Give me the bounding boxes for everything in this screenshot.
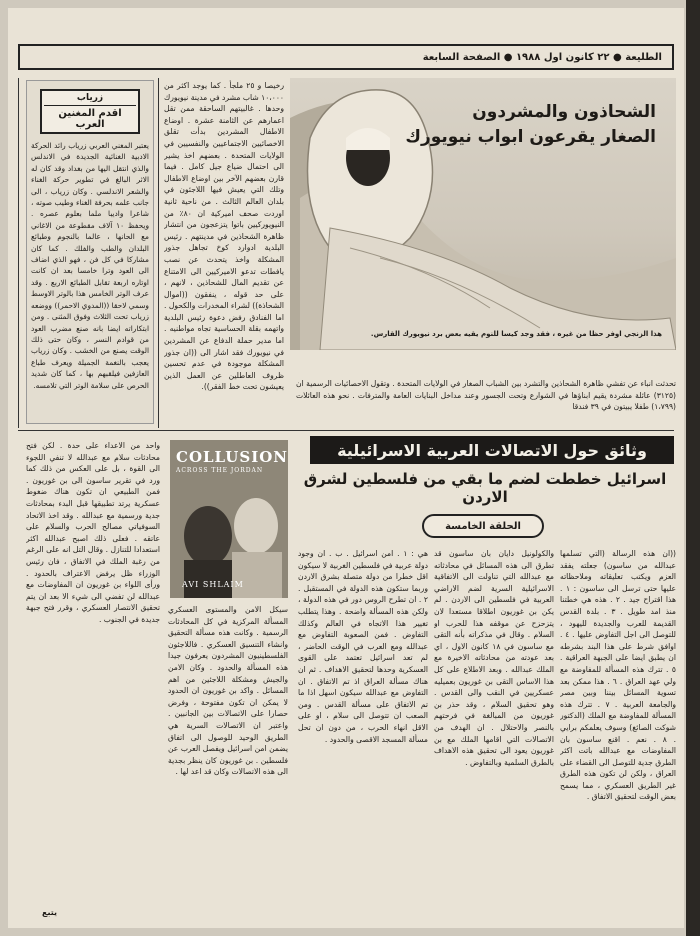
documents-column-4: سيكل الامن والمستوى العسكري المسألة المركزية في كل المحادثات الرسمية . وكانت هذه مسألة التحقيق وانشاء التنسيق العسكري . فاللاجئون الفلسطينيون المشردون يعرفون جيدا هذه المسألة والحدود . وكان الامن والجيش ومشكلة اللاجئين من اهم المسائل . واكد بن غوريون ان الحدود لا يمكن ان تكون مفتوحة ، وفرض حصارا على الاتصالات بين الجانبين . واعتبر ان الاتصالات السرية هي الطريق الوحيد للوصول الى اتفاق يضمن امن اسرائيل ويفصل العرب عن فلسطين . بن غوريون كان ينظر بجدية الى هذه الاتصالات وكان قد اعد لها . [168,605,288,777]
feature-intro: تحدثت انباء عن تفشي ظاهرة الشحاذين والتشرد بين الشباب الصغار في الولايات المتحدة . وتقول الاحصائيات الرسمية ان (٣١٢٥) عائلة مشردة يقيم ابناؤها في الشوارع وتحت الجسور وعند مداخل البنايات العامة والمترفات . نحو هذه العائلات (١،٧٩٩) طفلا يبيتون في ٣٩ فندقا [296,379,676,411]
book-title-sub: ACROSS THE JORDAN [176,467,264,474]
section-divider [18,430,674,431]
sidebar-title: اقدم المغنين العرب [44,105,136,130]
sidebar-kicker: زرياب [76,93,104,103]
documents-column-3: هي : ١ . امن اسرائيل . ب . ان وجود دولة عربية في فلسطين الغربية لا سيكون اقل خطرا من دولة متصلة بشرق الاردن وربما ستكون هذه الدولة في المستقبل . ٢ . ان تطرح الروس دور في هذه الدولة ، ولكن هذه المسألة واضحة . وهذا يتطلب تغيير هذا الاتجاه في العالم وكذلك التفاوض . فمن الصعوبة التفاوض مع عبدالله ومع العرب في الوقت الحاضر ، لم تعد اسرائيل تعتمد على القوى العسكرية وحدها لتحقيق الاهداف . ثم ان هناك مسألة العراق اذ تم الاتفاق . ان التفاوض مع عبدالله سيكون اسهل اذا ما تم الاتفاق على مسألة القدس . ومن الصعب ان تتوصل الى سلام ، او على الاقل انهاء الحرب ، من دون ان تحل مسألة المسجد الاقصى والحدود . [298,549,428,744]
sidebar-text: يعتبر المغني العربي زرياب رائد الحركة الادبية الغنائية الجديدة في الاندلس والذي انتقل اليها من بغداد وقد كان له الاثر البالغ في تطوير حركة الغناء والشعر الاندلسي . وكان زرياب ، الى جانب علمه بحرفة الغناء وطيب صوته ، شاعرا واديبا ملما بعلوم عصره . ويحفظ ١٠ آلاف مقطوعة من الاغاني مع الحانها ، عالما بالنجوم وطبائع البلدان والطب والفلك . كما كان مشاركا في كل فن ، فهو الذي اضاف الى العود وترا خامسا بعد ان كانت اوتاره اربعة تقابل الطبائع الاربع . وقد عرف الوتر الخامس هذا بالوتر الاوسط وسمي لاحقا ((المدوي الاحمر)) ووضعه زرياب تحت الثلاث وفوق المثنى . ومن ابتكاراته ايضا بانه صنع مضرب العود من قوادم النسر ، وكان حتى ذلك الوقت يصنع من الخشب . وكان زرياب يعجب بالنغمة الجميلة ويعرف طباع العازفين فيلقبهم بها ، كما كان شديد الحرص على سلامة الوتر التي تلامسه. [31,141,149,390]
sidebar-title-box [40,89,140,134]
documents-column-2: والكولونيل دايان بان ساسون قد تطرق الى هذه المسائل في محادثاته مع عبدالله التي تناولت الى الاتفاقية الاسرائيلية السرية لضم الاراضي العربية في فلسطين الى الاردن . لم يكن بن غوريون اطلاقا مستعدا لان يتزحزح عن موقفه هذا للحرب او السلام . وقال في مذكراته بأنه التقى مع ساسون في ١٨ كانون الاول ، اي بعد عودته من محادثاته الاخيرة مع الملك عبدالله . وبعد الاطلاع على كل هذا الاساس التقى بن غوريون بعميليه عسكريين في النقب والى القدس . وهو تحقيق السلام ، وقد حذر بن غوريون من المبالغة في فرحتهم بالنصر والاحتلال . ان الهدف من الاتصالات التي اقامها الملك مع بن غوريون يعود الى تحقيق هذه الاهداف بالطرق السلمية وبالتفاوض . [434,549,554,767]
newspaper-page [8,8,684,928]
sidebar-box [26,80,154,424]
documents-column-1: ((ان هذه الرسالة (التي تسلمها عبدالله من ساسون) جعلته يفقد العزم ويكتب تعليقاته وملاحظاته عليها حتى ترسل الى ساسون : ١ . هذا اقتراح جيد . ٢ . هذه هي خطتنا منذ امد طويل . ٣ . بلدة القدس القديمة للعرب والجديدة لليهود ، للتوصل الى اجل التفاوض عليها . ٤ . اوافق شرط على هذا البند بشرطه ان يطبق ايضا على الجبهة العراقية . ٥ . تترك هذه المسألة للمفاوضة مع ولي عهد العراق . ٦ . هذا ممكن بعد تسوية المسائل بيننا وبين مصر والجامعة العربية . ٧ . تترك هذه المسألة للمفاوضة مع الملك (الدكتور شوكت الصائغ) وسوف يعلمكم برايي . ٨ . نعم . اقنع ساسون بان المفاوضات مع عبدالله باتت اكثر الطرق جدية للتوصل الى القضاء على العراق ، ولكن لن تكون هذه الطرق غير الطريق العسكري ، مما يسمح بعض الوقت لتحقيق الاتفاق . [560,549,676,802]
episode-badge: الحلقة الخامسة [422,514,544,538]
documents-subheadline: اسرائيل خططت لضم ما بقي من فلسطين لشرق الاردن [303,470,667,506]
documents-banner: وثائق حول الاتصالات العربية الاسرائيلية [310,436,674,464]
page-header [18,44,674,70]
column-rule [158,78,159,428]
continued-label: يتبع [42,908,57,917]
feature-photo [290,78,676,350]
feature-headline-line2: الصغار يقرعون ابواب نيويورك [405,127,656,147]
feature-photo-caption: هذا الزنجي اوفر حظا من غيره ، فقد وجد كيسا للنوم يقيه بعض برد نيويورك القارس. [370,330,662,338]
book-author: AVI SHLAIM [182,580,244,589]
feature-headline [396,100,656,150]
binding-edge [686,0,700,936]
feature-headline-line1: الشحاذون والمشردون [472,102,656,122]
book-title [176,448,288,474]
column-rule [18,78,19,428]
book-cover-photo [170,440,288,598]
feature-column: رخيصا و ٢٥ ملجأ . كما يوجد اكثر من ١٠،٠٠٠ شاب مشرد في مدينة نيويورك وحدها . غالبيتهم الساحقة ممن تقل اعمارهم عن الثامنة عشرة . اوضاع الاطفال المشردين بدأت تقلق الاخصائيين الاجتماعيين والنفسيين في الولايات المتحدة . بعضهم اخذ يشير الى احتمال ضياع جيل كامل . فيما قارن بعضهم الآخر بين اوضاع الاطفال وتلك التي يعيش فيها اللاجئون في بلدان العالم الثالث . من ناحية ثانية اوردت صحف اميركية ان ٨٠٪ من النيويوركيين باتوا يتزعجون من انتشار ظاهرة الشحاذين في مدينتهم . رئيس البلدية ادوارد كوخ تجاهل جذور المشكلة واخذ يتحدث عن نصب يافطات تدعو الاميركيين الى الامتناع عن تقديم المال للشحاذين ، لانهم ، على حد قوله ، ينفقون ((اموال الشحاذة)) لشراء المخدرات والكحول . اما الفنادق رفض دعوة رئيس البلدية واتهمه بقلة الحساسية تجاه مواطنيه . اما مدير حملة الدفاع عن المشردين في نيويورك فقد اشار الى ((ان جذور المشكلة موجودة في عدم تحسين ظروف العاطلين عن العمل الذين يعيشون تحت خط الفقر)). [164,81,284,392]
header-text: الطليعة ● ٢٢ كانون اول ١٩٨٨ ● الصفحة السابعة [422,51,662,63]
book-title-main: COLLUSION [176,448,288,466]
documents-column-5: واحد من الاعداء على حدة . لكن فتح محادثات سلام مع عبدالله لا تنفي اللجوء الى القوة ، بل على العكس من ذلك كما ورد في تقرير ساسون الى بن غوريون . فمن الطبيعي ان تكون هناك ضغوط عسكرية يرتد تطبيقها قبل البدء بمحادثات جدية ورسمية مع عبدالله . وقد اخذ الاتحاد السوفياتي مصالح الحرب والسلام على عاتقه . فعلى ذلك اصبح عبدالله اكثر استعدادا للتنازل . وقال التل انه على الرغم من رغبة الملك في الاتفاق ، فان رئيس الوزراء ظل يرفض الاعتراف بالحدود . ورأى اللواء بن غوريون ان المفاوضات مع عبدالله لن تفضي الى شيء الا بعد ان يتم تحقيق الانتصار العسكري ، وقرر فتح جبهة جديدة في الجنوب . [26,441,160,624]
